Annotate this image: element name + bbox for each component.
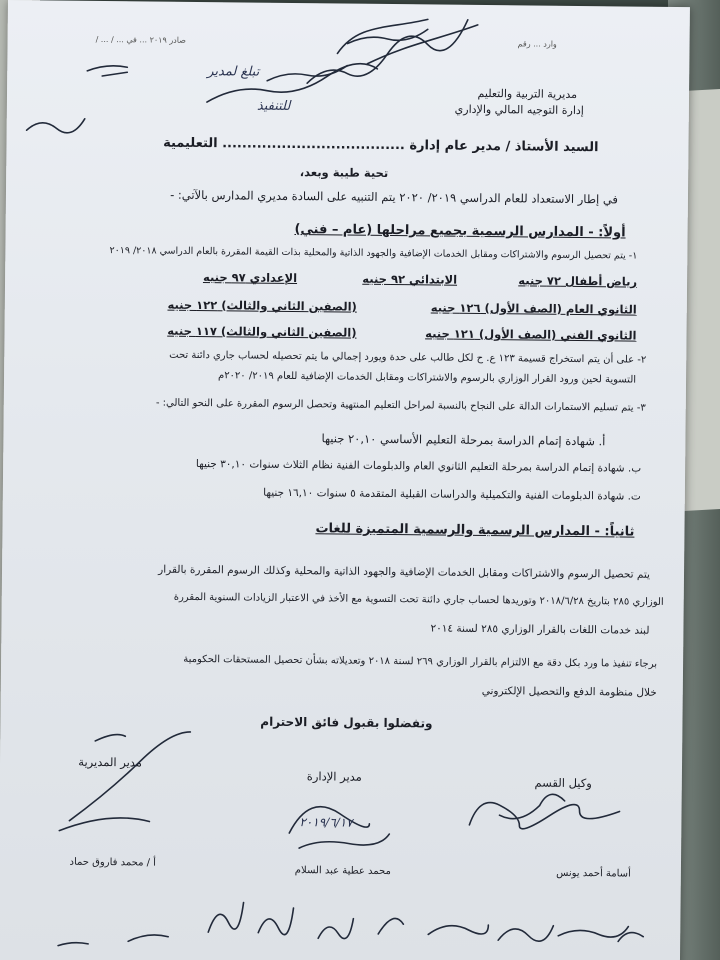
note-line-1: تبلغ لمدير — [207, 64, 260, 80]
dept-deputy-name: أسامة أحمد يونس — [556, 867, 631, 880]
section-1-item-2-line-2: التسوية لحين ورود القرار الوزاري بالرسوم والاشتراكات ومقابل الخدمات الإضافية للعام ٢٠١٩/ ٢٠٢٠م — [217, 370, 637, 386]
fee-technical-first: الثانوي الفني (الصف الأول) ١٢١ جنيه — [425, 326, 637, 343]
note-line-2: للتنفيذ — [256, 98, 291, 114]
handwritten-date: ٢٠١٩/٦/١٧ — [299, 815, 353, 830]
issuer-line-2: إدارة التوجيه المالي والإداري — [454, 102, 584, 118]
certificate-c: ت. شهادة الدبلومات الفنية والتكميلية والدراسات القبلية المتقدمة ٥ سنوات ١٦,١٠ جنيها — [263, 486, 641, 503]
fee-general-first: الثانوي العام (الصف الأول) ١٢٦ جنيه — [430, 300, 637, 317]
issuer-line-1: مديرية التربية والتعليم — [477, 86, 578, 101]
fee-kindergarten: رياض أطفال ٧٢ جنيه — [518, 273, 638, 289]
intro-paragraph: في إطار الاستعداد للعام الدراسي ٢٠١٩/ ٢٠٢٠ يتم التنبيه على السادة مديري المدارس بالآتي: - — [170, 187, 619, 207]
directorate-manager-title: مدير المديرية — [78, 754, 143, 770]
section-2-line-3: لبند خدمات اللغات بالقرار الوزاري ٢٨٥ لسنة ٢٠١٤ — [430, 622, 650, 637]
fee-primary: الابتدائي ٩٢ جنيه — [362, 271, 458, 287]
section-2-line-2: الوزاري ٢٨٥ بتاريخ ٢٠١٨/٦/٢٨ وتوريدها لحساب جاري دائنة تحت التسوية مع الأخذ في الاعتبار الزيادات السنوية المقررة — [173, 591, 664, 608]
fee-general-second-third: (الصفين الثاني والثالث) ١٢٢ جنيه — [167, 297, 357, 314]
certificate-a: أ. شهادة إتمام الدراسة بمرحلة التعليم الأساسي ٢٠,١٠ جنيها — [321, 431, 606, 449]
admin-manager-title: مدير الإدارة — [306, 769, 362, 784]
closing-line-1: برجاء تنفيذ ما ورد بكل دقة مع الالتزام بالقرار الوزاري ٢٦٩ لسنة ٢٠١٨ وتعديلاته بشأن تحصيل المستحقات الحكومية — [183, 653, 658, 670]
greeting: تحية طيبة وبعد، — [299, 165, 389, 180]
admin-manager-name: محمد عطية عبد السلام — [294, 865, 391, 878]
section-2-line-1: يتم تحصيل الرسوم والاشتراكات ومقابل الخدمات الإضافية والجهود الذاتية والمحلية وكذلك الرسوم المقررة بالقرار — [158, 563, 651, 581]
fee-preparatory: الإعدادي ٩٧ جنيه — [202, 270, 298, 286]
section-2-title: ثانياً: - المدارس الرسمية والرسمية المتميزة للغات — [315, 521, 635, 540]
closing-line-2: خلال منظومة الدفع والتحصيل الإلكتروني — [481, 684, 657, 699]
section-1-item-1: ١- يتم تحصيل الرسوم والاشتراكات ومقابل الخدمات الإضافية والجهود الذاتية والمحلية بذات القيمة المقررة بالعام الدراسي ٢٠١٨/ ٢٠١٩ — [109, 245, 638, 262]
top-stamp-right: وارد ... رقم — [517, 39, 557, 49]
dept-deputy-title: وكيل القسم — [534, 775, 592, 791]
fee-technical-second-third: (الصفين الثاني والثالث) ١١٧ جنيه — [167, 323, 357, 340]
section-1-item-3: ٣- يتم تسليم الاستمارات الدالة على النجاح بالنسبة لمراحل التعليم المنتهية وتحصل الرسوم المقررة على النحو التالي: - — [155, 397, 646, 414]
top-stamp-left: صادر ٢٠١٩ ... في ... / ... / — [95, 34, 187, 45]
certificate-b: ب. شهادة إتمام الدراسة بمرحلة التعليم الثانوي العام والدبلومات الفنية نظام الثلاث سنوات ٣٠,١٠ جنيها — [195, 457, 642, 475]
directorate-manager-name: أ / محمد فاروق حماد — [69, 856, 157, 869]
background-paper-right — [684, 89, 720, 511]
section-1-item-2-line-1: ٢- على أن يتم استخراج قسيمة ١٢٣ ع. ح لكل طالب على حدة ويورد إجمالي ما يتم تحصيله لحساب جاري دائنة تحت — [169, 349, 647, 366]
addressee: السيد الأستاذ / مدير عام إدارة ..................................... التعليمية — [163, 135, 599, 156]
section-1-title: أولاً: - المدارس الرسمية بجميع مراحلها (عام – فني) — [294, 222, 626, 241]
salutation: وتفضلوا بقبول فائق الاحترام — [260, 714, 433, 731]
